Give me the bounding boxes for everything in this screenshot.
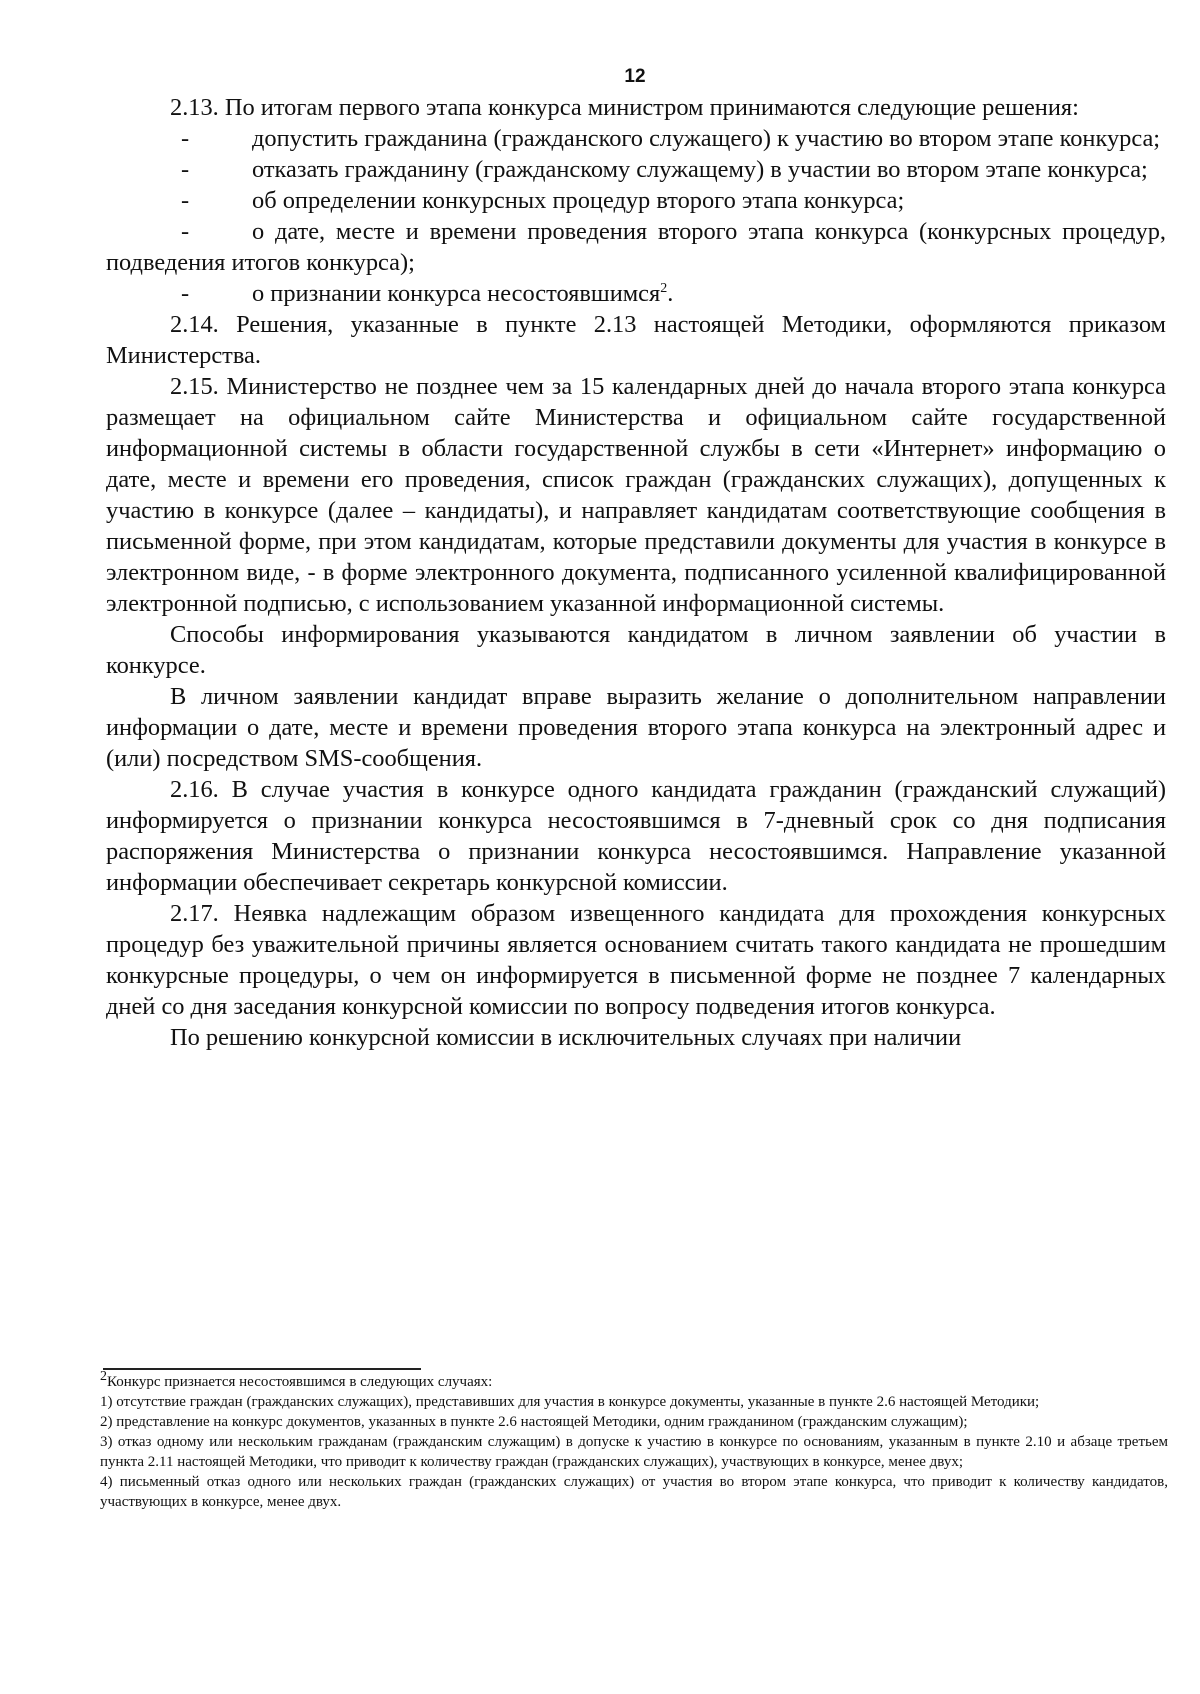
list-item-end: . [667, 280, 674, 307]
list-item [106, 123, 1166, 154]
list-item [106, 185, 1166, 216]
list-dash: - [181, 156, 190, 183]
footnote-item: 4) письменный отказ одного или нескольких граждан (гражданских служащих) от участия во втором этапе конкурса, что приводит к количеству кандидатов, участвующих в конкурсе, менее двух. [100, 1474, 1168, 1510]
list-item [106, 278, 1166, 309]
list-item [106, 216, 1166, 278]
paragraph-2-14: 2.14. Решения, указанные в пункте 2.13 настоящей Методики, оформляются приказом Министерства. [106, 311, 1166, 369]
footnote-item: 1) отсутствие граждан (гражданских служащих), представивших для участия в конкурсе документы, указанные в пункте 2.6 настоящей Методики; [100, 1394, 1040, 1410]
page-number: 12 [624, 66, 646, 87]
list-dash: - [181, 187, 190, 214]
list-dash: - [181, 280, 190, 307]
list-dash: - [181, 218, 190, 245]
list-dash: - [181, 125, 190, 152]
paragraph-inform-methods: Способы информирования указываются кандидатом в личном заявлении об участии в конкурсе. [106, 621, 1166, 679]
paragraph-2-15: 2.15. Министерство не позднее чем за 15 календарных дней до начала второго этапа конкурса размещает на официальном сайте Министерства и официальном сайте государственной информационной системы в области государственной службы в сети «Интернет» информацию о дате, месте и времени его проведения, список граждан (гражданских служащих), допущенных к участию в конкурсе (далее – кандидаты), и направляет кандидатам соответствующие сообщения в письменной форме, при этом кандидатам, которые представили документы для участия в конкурсе в электронном виде, - в форме электронного документа, подписанного усиленной квалифицированной электронной подписью, с использованием указанной информационной системы. [106, 373, 1166, 617]
paragraph-personal-statement: В личном заявлении кандидат вправе выразить желание о дополнительном направлении информации о дате, месте и времени проведения второго этапа конкурса на электронный адрес и (или) посредством SMS-сообщения. [106, 683, 1166, 772]
footnote-reference: 2 [660, 280, 668, 296]
footnote-intro-text: Конкурс признается несостоявшимся в следующих случаях: [107, 1374, 493, 1390]
list-item-text: об определении конкурсных процедур второго этапа конкурса; [252, 187, 905, 214]
footnote-item: 3) отказ одному или нескольким гражданам (гражданским служащим) в допуске к участию в конкурсе по основаниям, указанным в пункте 2.10 и абзаце третьем пункта 2.11 настоящей Методики, что приводит к количеству граждан (гражданских служащих), участвующих в конкурсе, менее двух; [100, 1434, 1168, 1470]
paragraph-2-16: 2.16. В случае участия в конкурсе одного кандидата гражданин (гражданский служащий) информируется о признании конкурса несостоявшимся в 7-дневный срок со дня подписания распоряжения Министерства о признании конкурса несостоявшимся. Направление указанной информации обеспечивает секретарь конкурсной комиссии. [106, 776, 1166, 896]
footnote-mark: 2 [100, 1369, 107, 1384]
list-item-text: допустить гражданина (гражданского служащего) к участию во втором этапе конкурса; [252, 125, 1161, 152]
paragraph-2-13: 2.13. По итогам первого этапа конкурса министром принимаются следующие решения: [170, 94, 1079, 121]
paragraph-2-17: 2.17. Неявка надлежащим образом извещенного кандидата для прохождения конкурсных процедур без уважительной причины является основанием считать такого кандидата не прошедшим конкурсные процедуры, о чем он информируется в письменной форме не позднее 7 календарных дней со дня заседания конкурсной комиссии по вопросу подведения итогов конкурса. [106, 900, 1166, 1020]
paragraph-commission-decision: По решению конкурсной комиссии в исключительных случаях при наличии [170, 1024, 962, 1051]
list-item-text: о дате, месте и времени проведения второго этапа конкурса (конкурсных процедур, подведения итогов конкурса); [106, 218, 1166, 276]
document-body [106, 92, 1166, 1053]
footnotes [100, 1369, 1168, 1512]
footnote-item: 2) представление на конкурс документов, указанных в пункте 2.6 настоящей Методики, одним гражданином (гражданским служащим); [100, 1414, 968, 1430]
footnote-intro [100, 1369, 1168, 1392]
list-item-text: о признании конкурса несостоявшимся [252, 280, 661, 307]
footnote-divider [103, 1368, 421, 1370]
list-item [106, 154, 1166, 185]
list-item-text: отказать гражданину (гражданскому служащему) в участии во втором этапе конкурса; [252, 156, 1148, 183]
